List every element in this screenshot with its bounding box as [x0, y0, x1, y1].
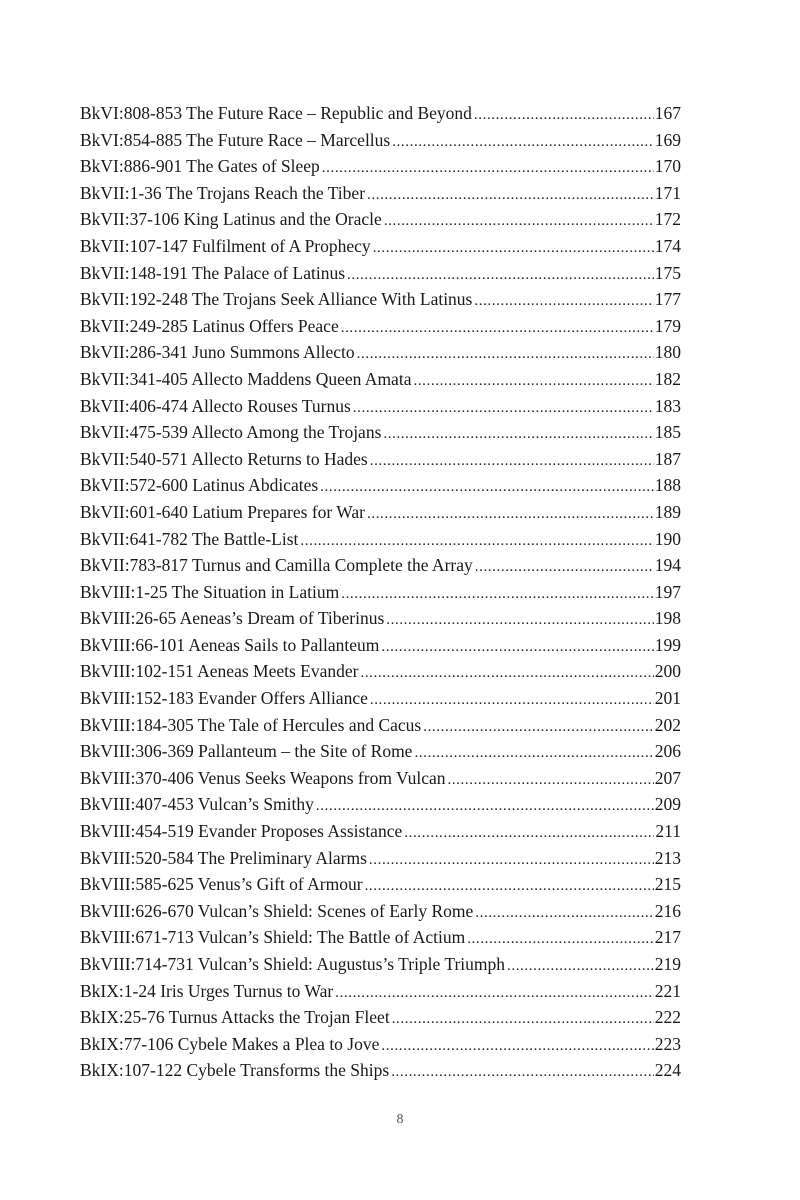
toc-entry[interactable]	[80, 393, 681, 420]
toc-dot-leader	[386, 607, 653, 634]
toc-dot-leader	[369, 847, 654, 874]
toc-entry-title: BkVII:475-539 Allecto Among the Trojans	[80, 422, 382, 443]
toc-entry-title: BkIX:1-24 Iris Urges Turnus to War	[80, 980, 334, 1001]
toc-dot-leader	[423, 714, 654, 741]
toc-entry-title: BkVII:540-571 Allecto Returns to Hades	[80, 448, 368, 469]
toc-dot-leader	[370, 448, 654, 475]
toc-entry-page: 221	[654, 980, 681, 1001]
toc-entry[interactable]	[80, 100, 681, 127]
toc-entry[interactable]	[80, 924, 681, 951]
toc-entry-title: BkVIII:520-584 The Preliminary Alarms	[80, 847, 367, 868]
toc-entry[interactable]	[80, 260, 681, 287]
toc-entry-page: 222	[654, 1007, 681, 1028]
toc-dot-leader	[475, 900, 653, 927]
toc-entry[interactable]	[80, 180, 681, 207]
toc-entry-page: 185	[654, 422, 681, 443]
toc-entry-title: BkVIII:306-369 Pallanteum – the Site of Rome	[80, 741, 413, 762]
toc-entry-page: 207	[654, 767, 681, 788]
toc-entry-page: 215	[654, 874, 681, 895]
toc-dot-leader	[367, 182, 654, 209]
toc-entry-page: 198	[654, 608, 681, 629]
toc-entry-title: BkVII:341-405 Allecto Maddens Queen Amata	[80, 368, 412, 389]
toc-entry-title: BkVIII:66-101 Aeneas Sails to Pallanteum	[80, 634, 380, 655]
toc-entry-page: 217	[654, 927, 681, 948]
toc-entry-title: BkVIII:454-519 Evander Proposes Assistance	[80, 821, 403, 842]
toc-dot-leader	[353, 395, 654, 422]
toc-entry[interactable]	[80, 765, 681, 792]
toc-entry-page: 169	[654, 129, 681, 150]
toc-entry-page: 190	[654, 528, 681, 549]
toc-entry[interactable]	[80, 685, 681, 712]
toc-entry-page: 201	[654, 688, 681, 709]
toc-entry[interactable]	[80, 313, 681, 340]
toc-dot-leader	[357, 341, 654, 368]
toc-dot-leader	[322, 155, 654, 182]
toc-dot-leader	[367, 501, 654, 528]
toc-entry[interactable]	[80, 1031, 681, 1058]
toc-entry-page: 172	[654, 209, 681, 230]
toc-entry[interactable]	[80, 339, 681, 366]
toc-entry-page: 211	[655, 821, 681, 842]
toc-entry-title: BkVI:854-885 The Future Race – Marcellus	[80, 129, 391, 150]
toc-dot-leader	[467, 926, 654, 953]
toc-entry[interactable]	[80, 206, 681, 233]
toc-entry-title: BkVIII:102-151 Aeneas Meets Evander	[80, 661, 359, 682]
toc-entry-page: 188	[654, 475, 681, 496]
toc-entry-page: 170	[654, 156, 681, 177]
toc-entry[interactable]	[80, 127, 681, 154]
toc-entry-title: BkVIII:714-731 Vulcan’s Shield: Augustus’s Triple Triumph	[80, 954, 505, 974]
toc-dot-leader	[341, 315, 654, 342]
toc-entry-title: BkVII:1-36 The Trojans Reach the Tiber	[80, 182, 366, 203]
toc-entry-page: 187	[654, 448, 681, 469]
toc-entry[interactable]	[80, 419, 681, 446]
toc-entry-title: BkVII:37-106 King Latinus and the Oracle	[80, 209, 382, 230]
toc-entry-title: BkVIII:370-406 Venus Seeks Weapons from Vulcan	[80, 767, 446, 788]
toc-entry[interactable]	[80, 1057, 681, 1084]
toc-entry[interactable]	[80, 499, 681, 526]
toc-entry[interactable]	[80, 153, 681, 180]
toc-dot-leader	[404, 820, 654, 847]
toc-entry-page: 171	[654, 182, 681, 203]
toc-entry[interactable]	[80, 658, 681, 685]
toc-dot-leader	[384, 208, 654, 235]
toc-entry-title: BkVIII:407-453 Vulcan’s Smithy	[80, 794, 314, 815]
toc-dot-leader	[392, 1006, 654, 1033]
toc-dot-leader	[365, 873, 654, 900]
toc-entry[interactable]	[80, 632, 681, 659]
toc-entry-page: 202	[654, 714, 681, 735]
toc-entry-title: BkVIII:26-65 Aeneas’s Dream of Tiberinus	[80, 608, 385, 629]
page-number: 8	[396, 1112, 404, 1127]
toc-entry[interactable]	[80, 286, 681, 313]
toc-entry-page: 224	[654, 1060, 681, 1081]
toc-entry[interactable]	[80, 472, 681, 499]
toc-entry[interactable]	[80, 738, 681, 765]
toc-entry[interactable]	[80, 552, 681, 579]
toc-entry-title: BkVII:192-248 The Trojans Seek Alliance With Latinus	[80, 289, 473, 310]
toc-dot-leader	[381, 634, 653, 661]
toc-entry-page: 216	[654, 900, 681, 921]
toc-entry[interactable]	[80, 951, 681, 978]
toc-entry[interactable]	[80, 712, 681, 739]
toc-dot-leader	[383, 421, 653, 448]
toc-entry-page: 194	[654, 555, 681, 576]
toc-entry[interactable]	[80, 978, 681, 1005]
toc-entry-page: 180	[654, 342, 681, 363]
toc-entry-title: BkVI:808-853 The Future Race – Republic and Beyond	[80, 103, 472, 123]
toc-entry[interactable]	[80, 791, 681, 818]
toc-entry-page: 200	[654, 661, 681, 682]
toc-dot-leader	[347, 262, 654, 289]
toc-entry-page: 213	[654, 847, 681, 868]
toc-dot-leader	[300, 528, 653, 555]
toc-entry-title: BkVIII:626-670 Vulcan’s Shield: Scenes of Early Rome	[80, 900, 474, 921]
toc-entry-page: 197	[654, 581, 681, 602]
toc-entry-page: 167	[654, 103, 681, 123]
toc-dot-leader	[341, 581, 654, 608]
toc-entry-page: 189	[654, 501, 681, 522]
toc-entry[interactable]	[80, 579, 681, 606]
toc-entry-title: BkVII:783-817 Turnus and Camilla Complete the Array	[80, 555, 473, 576]
toc-entry[interactable]	[80, 366, 681, 393]
toc-dot-leader	[381, 1033, 653, 1060]
toc-entry-page: 219	[654, 954, 681, 974]
toc-dot-leader	[392, 129, 654, 156]
toc-entry-title: BkVII:249-285 Latinus Offers Peace	[80, 315, 339, 336]
toc-entry[interactable]	[80, 446, 681, 473]
toc-dot-leader	[474, 102, 654, 129]
toc-dot-leader	[335, 980, 654, 1007]
toc-entry-title: BkVIII:184-305 The Tale of Hercules and Cacus	[80, 714, 422, 735]
toc-entry-page: 199	[654, 634, 681, 655]
toc-entry[interactable]	[80, 526, 681, 553]
toc-entry-title: BkIX:107-122 Cybele Transforms the Ships	[80, 1060, 390, 1081]
toc-entry[interactable]	[80, 818, 681, 845]
toc-entry-page: 183	[654, 395, 681, 416]
toc-entry-page: 175	[654, 262, 681, 283]
toc-dot-leader	[320, 474, 654, 501]
toc-entry-page: 223	[654, 1033, 681, 1054]
toc-entry[interactable]	[80, 233, 681, 260]
toc-dot-leader	[507, 953, 654, 980]
toc-entry[interactable]	[80, 1004, 681, 1031]
toc-entry-page: 206	[654, 741, 681, 762]
toc-entry-title: BkVIII:1-25 The Situation in Latium	[80, 581, 340, 602]
toc-entry-page: 209	[654, 794, 681, 815]
toc-entry-page: 179	[654, 315, 681, 336]
toc-entry-title: BkVII:148-191 The Palace of Latinus	[80, 262, 346, 283]
toc-dot-leader	[370, 687, 654, 714]
toc-entry-title: BkVII:107-147 Fulfilment of A Prophecy	[80, 235, 371, 256]
toc-dot-leader	[413, 368, 653, 395]
toc-entry-title: BkVIII:585-625 Venus’s Gift of Armour	[80, 874, 363, 895]
toc-entry-title: BkIX:77-106 Cybele Makes a Plea to Jove	[80, 1033, 380, 1054]
toc-entry-title: BkVIII:671-713 Vulcan’s Shield: The Battle of Actium	[80, 927, 466, 948]
toc-dot-leader	[373, 235, 654, 262]
toc-entry-page: 182	[654, 368, 681, 389]
toc-entry-title: BkVII:601-640 Latium Prepares for War	[80, 501, 365, 522]
toc-entry[interactable]	[80, 845, 681, 872]
toc-entry-title: BkVII:572-600 Latinus Abdicates	[80, 475, 319, 496]
toc-dot-leader	[316, 793, 654, 820]
table-of-contents	[80, 100, 681, 1084]
toc-entry[interactable]	[80, 898, 681, 925]
toc-entry-title: BkVII:641-782 The Battle-List	[80, 528, 299, 549]
toc-dot-leader	[391, 1059, 654, 1086]
toc-dot-leader	[414, 740, 653, 767]
toc-entry-page: 174	[654, 235, 681, 256]
toc-entry[interactable]	[80, 605, 681, 632]
toc-dot-leader	[475, 554, 654, 581]
toc-entry-title: BkVII:286-341 Juno Summons Allecto	[80, 342, 355, 363]
toc-entry-title: BkVIII:152-183 Evander Offers Alliance	[80, 688, 368, 709]
toc-dot-leader	[360, 660, 653, 687]
toc-entry-title: BkVI:886-901 The Gates of Sleep	[80, 156, 320, 177]
toc-entry-title: BkVII:406-474 Allecto Rouses Turnus	[80, 395, 351, 416]
toc-entry[interactable]	[80, 871, 681, 898]
toc-dot-leader	[447, 767, 653, 794]
toc-entry-title: BkIX:25-76 Turnus Attacks the Trojan Fleet	[80, 1007, 390, 1028]
toc-entry-page: 177	[654, 289, 681, 310]
toc-dot-leader	[474, 288, 653, 315]
